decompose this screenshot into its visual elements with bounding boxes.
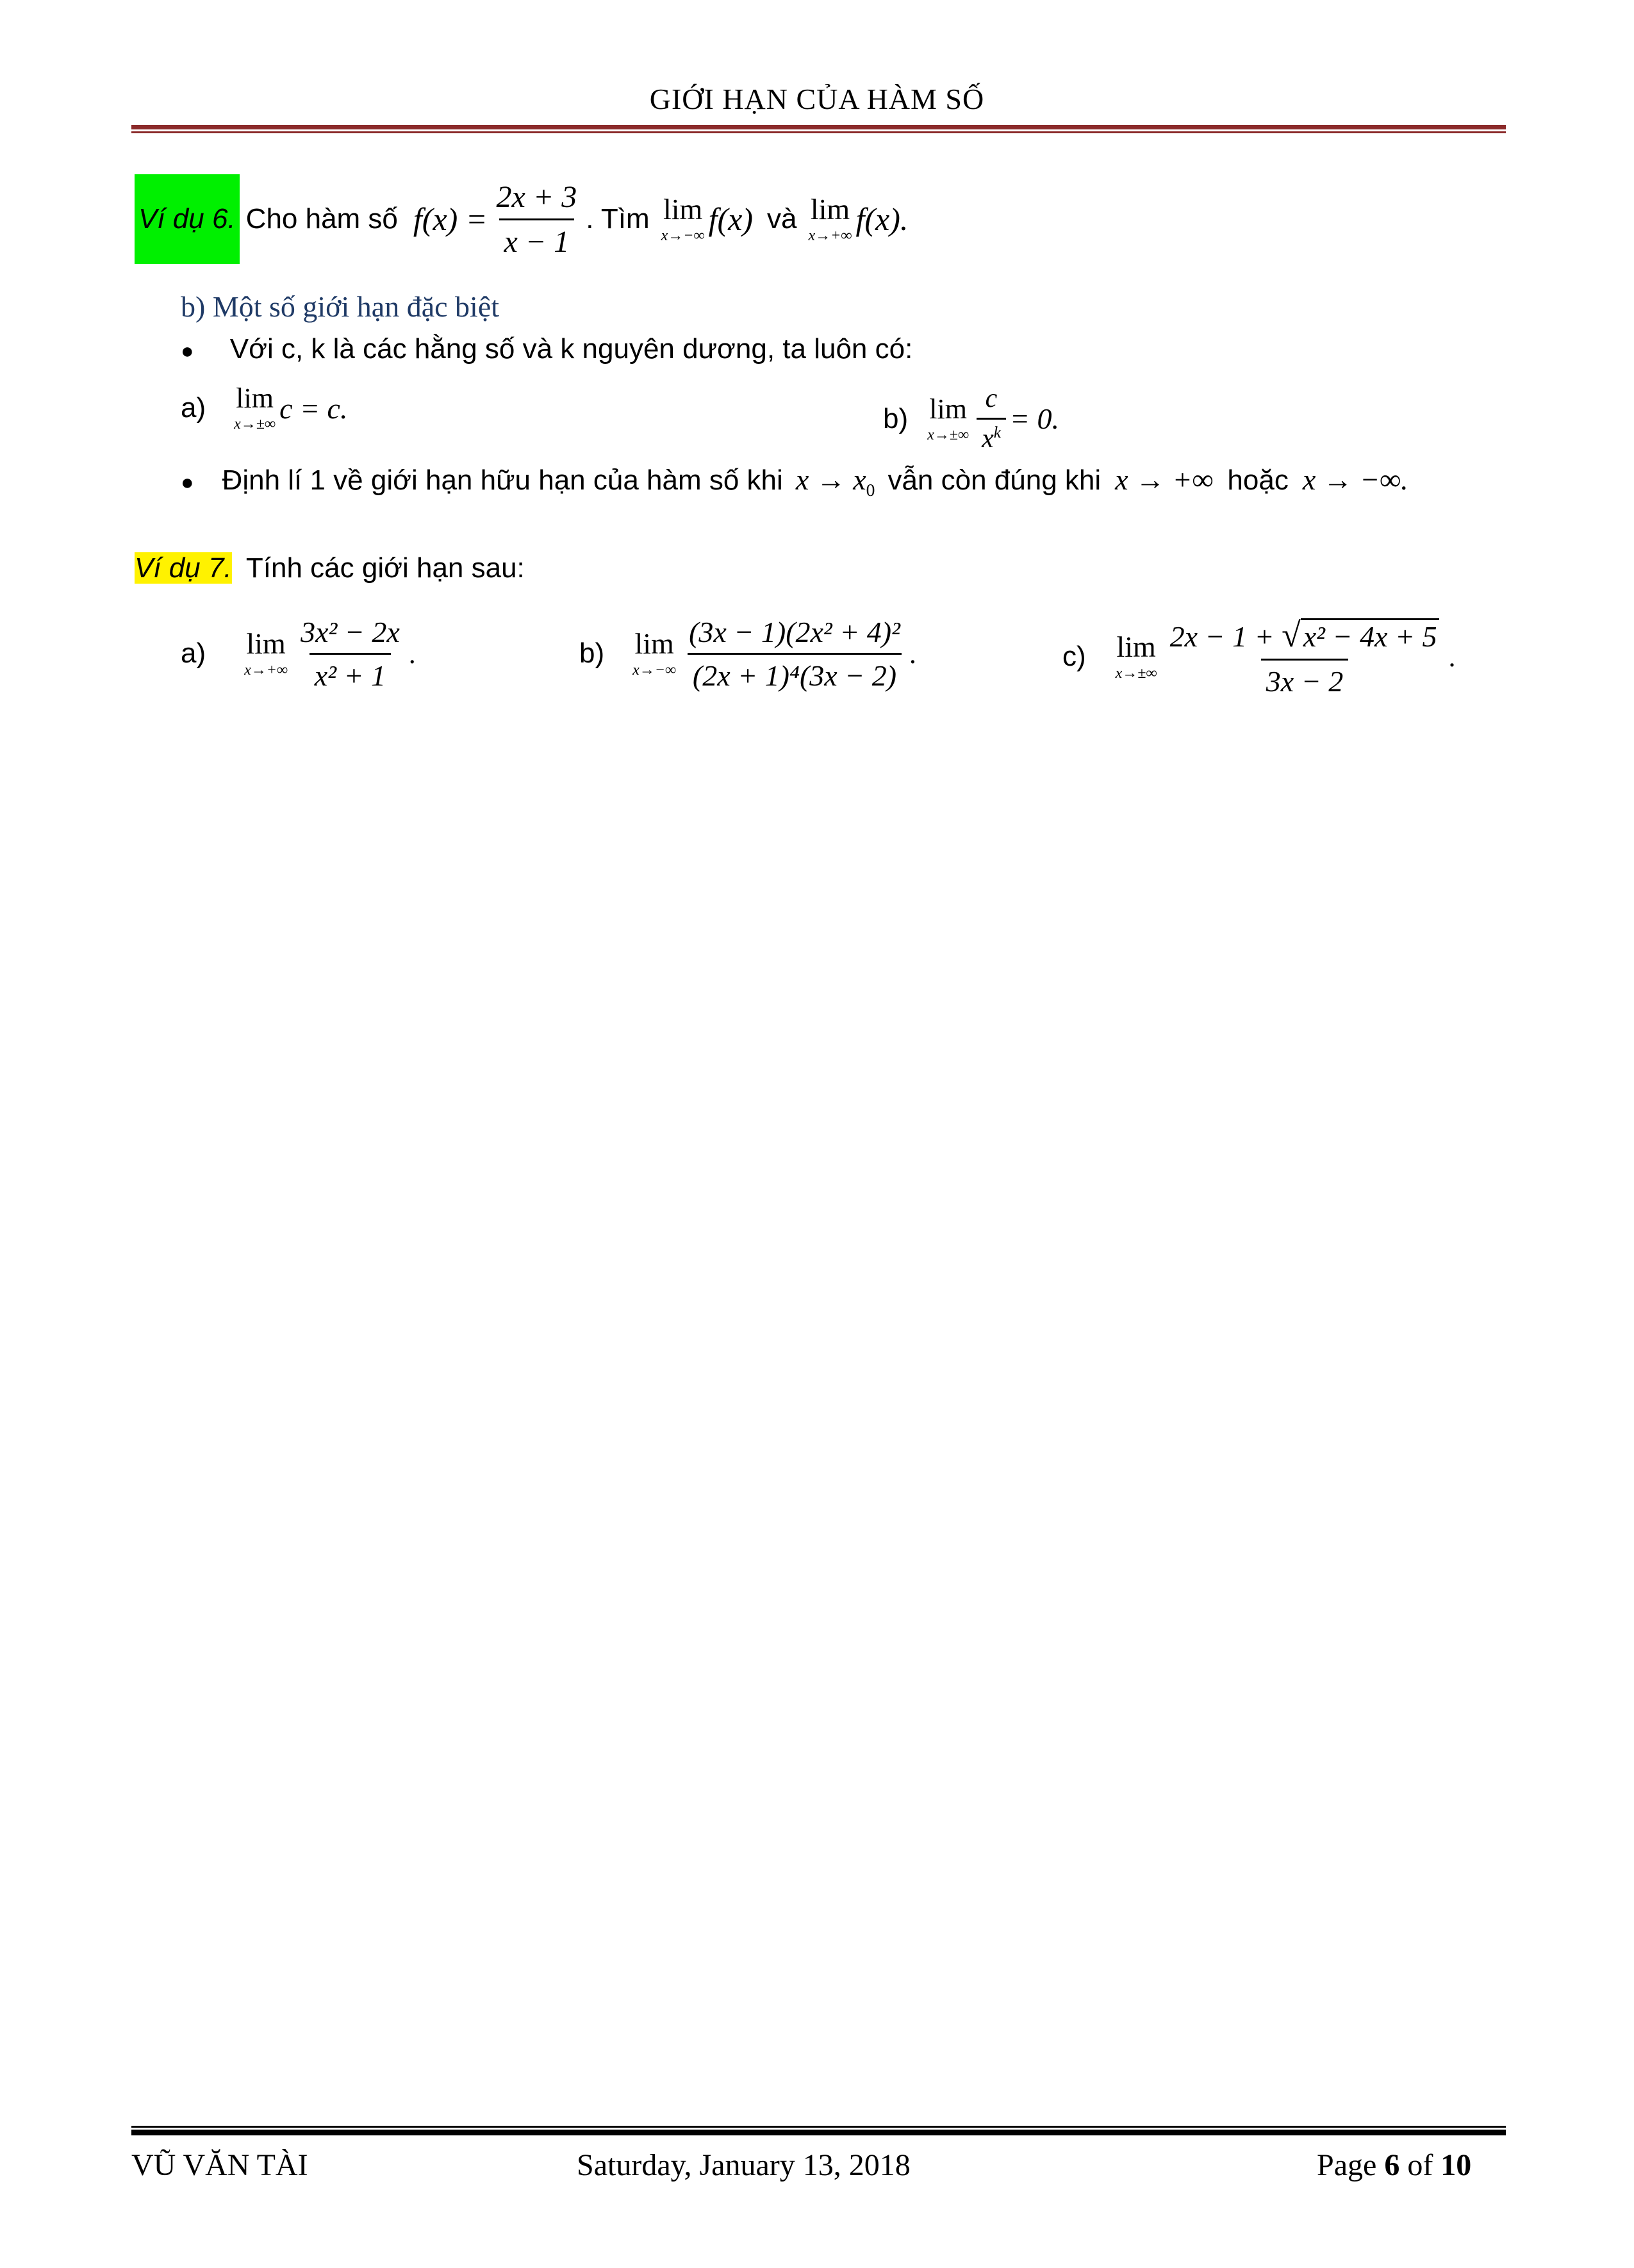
x-to-minus-infinity: x → −∞. bbox=[1302, 463, 1408, 496]
x-to-plus-infinity: x → +∞ bbox=[1115, 463, 1214, 496]
limit-result: = 0. bbox=[1009, 402, 1059, 435]
fraction-numerator: (3x − 1)(2x² + 4)² bbox=[689, 615, 900, 648]
trailing-dot: . bbox=[909, 637, 916, 670]
item-label: b) bbox=[579, 637, 605, 669]
fraction-7b bbox=[684, 615, 905, 693]
exercise-7a bbox=[181, 612, 416, 695]
lim-word: lim bbox=[236, 382, 274, 414]
bullet-text: Với c, k là các hằng số và k nguyên dương, ta luôn có: bbox=[229, 333, 913, 365]
bullet-theorem bbox=[181, 463, 1408, 500]
fraction-denominator bbox=[977, 418, 1006, 454]
limit-expr-1: f(x) bbox=[708, 201, 754, 237]
footer-rule bbox=[131, 2130, 1506, 2135]
page-header-title: GIỚI HẠN CỦA HÀM SỐ bbox=[649, 83, 985, 115]
footer-author: VŨ VĂN TÀI bbox=[131, 2148, 308, 2182]
limit-plus-infinity bbox=[809, 195, 852, 243]
fraction-numerator bbox=[1165, 615, 1445, 659]
footer-page bbox=[1317, 2148, 1471, 2183]
special-limit-a bbox=[181, 384, 347, 432]
section-heading: b) Một số giới hạn đặc biệt bbox=[181, 290, 500, 323]
lim-word: lim bbox=[663, 193, 703, 226]
sqrt-radicand: x² − 4x + 5 bbox=[1301, 618, 1440, 653]
bullet-icon: ● bbox=[181, 470, 194, 495]
item-label: c) bbox=[1062, 641, 1086, 672]
lim-word: lim bbox=[246, 627, 286, 660]
fraction-denominator: 3x − 2 bbox=[1261, 659, 1348, 698]
lim-block bbox=[1116, 632, 1157, 681]
trailing-dot: . bbox=[408, 637, 416, 670]
bullet-text-b: vẫn còn đúng khi bbox=[887, 464, 1102, 496]
lim-word: lim bbox=[1116, 630, 1156, 663]
fraction-numerator: 3x² − 2x bbox=[301, 615, 400, 648]
den-base: x bbox=[982, 424, 994, 454]
item-label: a) bbox=[181, 637, 206, 669]
limit-minus-infinity bbox=[661, 195, 705, 243]
sqrt-icon: √ bbox=[1282, 616, 1301, 654]
special-limit-b bbox=[883, 383, 1059, 454]
x-to-x0 bbox=[796, 463, 875, 500]
lim-block bbox=[927, 395, 969, 443]
lim-subscript: x→−∞ bbox=[661, 227, 705, 244]
function-lhs: f(x) = bbox=[413, 201, 488, 237]
fraction-7a bbox=[295, 615, 405, 693]
example-6-label: Ví dụ 6. bbox=[135, 174, 240, 264]
page-total: 10 bbox=[1440, 2148, 1472, 2182]
example-6-given: Cho hàm số bbox=[245, 203, 398, 234]
x-to-x0-base: x → x bbox=[795, 463, 866, 496]
page-current: 6 bbox=[1384, 2148, 1400, 2182]
item-label: b) bbox=[883, 402, 909, 434]
fraction-numerator: c bbox=[985, 384, 998, 413]
lim-word: lim bbox=[929, 393, 967, 425]
c-over-xk bbox=[977, 383, 1006, 454]
lim-block bbox=[632, 629, 676, 678]
bullet-constants bbox=[181, 333, 912, 365]
limit-expr-2: f(x). bbox=[855, 201, 909, 237]
x0-subscript: 0 bbox=[866, 480, 875, 500]
exercise-7c bbox=[1062, 612, 1455, 702]
trailing-dot: . bbox=[1448, 641, 1456, 673]
fraction-numerator: 2x + 3 bbox=[496, 179, 577, 214]
bullet-text-a: Định lí 1 về giới hạn hữu hạn của hàm số khi bbox=[222, 464, 783, 496]
footer-date: Saturday, January 13, 2018 bbox=[577, 2148, 911, 2182]
footer-rule-thin bbox=[131, 2126, 1506, 2128]
header-rule-thin bbox=[131, 131, 1506, 133]
lim-block bbox=[244, 629, 288, 678]
lim-subscript: x→+∞ bbox=[244, 662, 288, 678]
bullet-icon: ● bbox=[181, 339, 194, 363]
fraction-denominator: x − 1 bbox=[499, 218, 575, 259]
limit-expression: c = c. bbox=[279, 391, 348, 425]
example-7 bbox=[135, 552, 525, 584]
lim-block bbox=[234, 384, 276, 432]
fraction-denominator: x² + 1 bbox=[309, 653, 391, 693]
fraction-denominator: (2x + 1)⁴(3x − 2) bbox=[688, 653, 902, 693]
example-7-text: Tính các giới hạn sau: bbox=[245, 552, 525, 584]
lim-word: lim bbox=[634, 627, 674, 660]
fraction-7c bbox=[1165, 615, 1445, 698]
den-exponent: k bbox=[993, 424, 1001, 441]
lim-subscript: x→±∞ bbox=[234, 416, 276, 432]
function-fraction bbox=[491, 179, 582, 259]
bullet-text-c: hoặc bbox=[1227, 464, 1289, 496]
example-7-label: Ví dụ 7. bbox=[135, 552, 232, 584]
lim-subscript: x→+∞ bbox=[808, 227, 852, 244]
item-label: a) bbox=[181, 392, 206, 423]
lim-subscript: x→±∞ bbox=[1115, 665, 1157, 682]
page-of: of bbox=[1407, 2148, 1433, 2182]
example-6 bbox=[135, 174, 908, 264]
example-6-find: . Tìm bbox=[586, 203, 650, 234]
conjunction: và bbox=[767, 203, 797, 234]
exercise-7b bbox=[579, 596, 916, 711]
lim-word: lim bbox=[810, 193, 850, 226]
lim-subscript: x→±∞ bbox=[927, 426, 970, 443]
numerator-linear: 2x − 1 + bbox=[1169, 620, 1275, 653]
page-prefix: Page bbox=[1317, 2148, 1377, 2182]
header-rule bbox=[131, 125, 1506, 129]
lim-subscript: x→−∞ bbox=[632, 662, 677, 678]
